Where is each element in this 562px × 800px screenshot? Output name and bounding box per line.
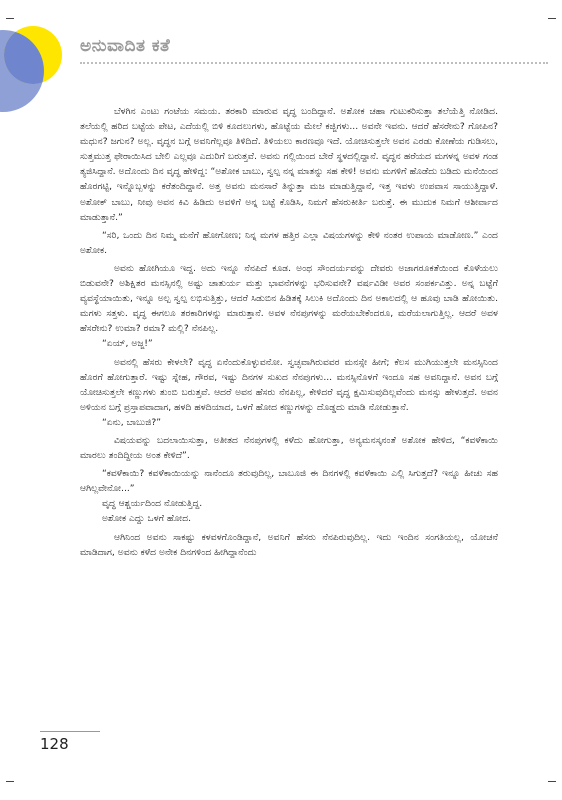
paragraph: ಆಗಿನಿಂದ ಅವನು ಸಾಕಷ್ಟು ಕಳವಳಗೊಂಡಿದ್ದಾನೆ, ಅವನಿಗೆ ಹೆಸರು ನೆನಪಿರುವುದಿಲ್ಲ. ಇದು ಇಂದಿನ ಸಂಗತಿಯಲ್ಲ, ಯೋಚನೆ ಮಾಡಿದಾಗ, ಅವನು ಕಳೆದ ಅನೇಕ ದಿನಗಳಿಂದ ಹೀಗಿದ್ದಾನೆಂದು <box>80 531 498 558</box>
paragraph: ಅವನು ಹೋಗಿಯೂ ಇದ್ದ. ಅದು ಇನ್ನೂ ನೆನಪಿದೆ ಕೂಡ. ಅಂಥ ಸೌಂದರ್ಯವನ್ನು ದೇವರು ಅಜಾಗರೂಕತೆಯಿಂದ ಕೊಳೆಯಲು ಬಿಡುವನೇ? ಅಶಿಕ್ಷಿತರ ಮನಸ್ಸಿನಲ್ಲಿ ಅಷ್ಟು ಚಾತುರ್ಯ ಮತ್ತು ಭಾವನೆಗಳನ್ನು ಭರಿಸುವನೇ? ವರ್ಷವಿಡೀ ಅವರ ಸಂಪರ್ಕವಿತ್ತು. ಅನ್ನ ಬಟ್ಟೆಗೆ ವ್ಯವಸ್ಥೆಯಾಯಿತು, ಇನ್ನೂ ಅಲ್ಪ ಸ್ವಲ್ಪ ಲಭಿಸುತ್ತಿತ್ತು, ಆದರೆ ಸಿಡುಬಿನ ಹಿಡಿತಕ್ಕೆ ಸಿಲುಕಿ ಅದೊಂದು ದಿನ ಅಕಾಲದಲ್ಲಿ ಆ ಹೂವು ಬಾಡಿ ಹೋಯಿತು. ಮಗಳು ಸತ್ತಳು. ವೃದ್ಧ ಈಗಲೂ ತರಕಾರಿಗಳನ್ನು ಮಾರುತ್ತಾನೆ. ಅವಳ ನೆನಪುಗಳನ್ನು ಮರೆಯಬೇಕೆಂದರೂ, ಮರೆಯಲಾಗುತ್ತಿಲ್ಲ. ಆದರೆ ಅವಳ ಹೆಸರೇನು? ಉಮಾ? ರಮಾ? ಮಲ್ಲಿ? ನೆನಪಿಲ್ಲ. <box>80 262 498 335</box>
title-dotted-rule <box>80 62 548 64</box>
page-number: 128 <box>40 735 69 753</box>
decorative-circle-overlap <box>4 26 62 84</box>
paragraph: “ಏಯ್, ಅಜ್ಜ!” <box>102 338 153 350</box>
paragraph: ವೃದ್ಧ ಆಶ್ಚರ್ಯದಿಂದ ನೋಡುತ್ತಿದ್ದ. <box>102 498 203 510</box>
story-body <box>80 104 498 560</box>
page-number-rule <box>40 731 100 732</box>
crop-mark-top-right <box>548 10 556 19</box>
paragraph: “ಕವಳೆಕಾಯಿ? ಕವಳೆಕಾಯಿಯನ್ನು ನಾನೆಂದೂ ತರುವುದಿಲ್ಲ, ಬಾಬೂಜಿ ಈ ದಿನಗಳಲ್ಲಿ ಕವಳೆಕಾಯಿ ಎಲ್ಲಿ ಸಿಗುತ್ತದೆ? ಇನ್ನೂ ಹೀಚು ಸಹ ಆಗಿಲ್ಲವೇನೋ...” <box>80 468 498 495</box>
paragraph: “ಸರಿ, ಒಂದು ದಿನ ನಿಮ್ಮ ಮನೆಗೆ ಹೋಗೋಣ; ನಿನ್ನ ಮಗಳ ಹತ್ತಿರ ಎಲ್ಲಾ ವಿಷಯಗಳನ್ನು ಕೇಳಿ ನಂತರ ಉಪಾಯ ಮಾಡೋಣ.” ಎಂದ ಅಶೋಕ. <box>80 229 498 256</box>
paragraph: ಅವನಲ್ಲಿ ಹೆಸರು ಕೇಳಲೇ? ವೃದ್ಧ ಏನೆಂದುಕೊಳ್ಳುವನೋ. ಸ್ವಚ್ಛವಾಗಿರುವವರ ಮನಸ್ಸೇ ಹೀಗೆ; ಕೆಲಸ ಮುಗಿಯುತ್ತಲೇ ಮನಸ್ಸಿನಿಂದ ಹೊರಗೆ ಹೋಗುತ್ತಾರೆ. ಇಷ್ಟು ಸ್ನೇಹ, ಗೌರವ, ಇಷ್ಟು ದಿನಗಳ ಸುಖದ ನೆನಪುಗಳು... ಮನಸ್ಸಿನೊಳಗೆ ಇಂದೂ ಸಹ ಅವನಿದ್ದಾನೆ. ಅವನ ಬಗ್ಗೆ ಯೋಚಿಸುತ್ತಲೇ ಕಣ್ಣುಗಳು ತುಂಬಿ ಬರುತ್ತವೆ. ಆದರೆ ಅವನ ಹೆಸರು ನೆನಪಿಲ್ಲ, ಕೇಳಿದರೆ ವೃದ್ಧ ಕ್ಷಮಿಸುವುದಿಲ್ಲವೆಂದು ಮನಸ್ಸು ಹೇಳುತ್ತದೆ. ಅವನ ಅಳಿಯನ ಬಗ್ಗೆ ಪ್ರಸ್ತಾಪವಾದಾಗ, ಹಳದಿ ಹಳದಿಯಾದ, ಒಳಗೆ ಹೋದ ಕಣ್ಣುಗಳನ್ನು ದೊಡ್ಡದು ಮಾಡಿ ನೋಡುತ್ತಾನೆ. <box>80 356 498 413</box>
paragraph: ಅಶೋಕ ಎದ್ದು ಒಳಗೆ ಹೋದ. <box>102 513 192 525</box>
crop-mark-bottom-right <box>548 781 556 790</box>
paragraph: “ಏನು, ಬಾಬುಜಿ?” <box>102 416 162 428</box>
section-title: ಅನುವಾದಿತ ಕತೆ <box>80 36 171 56</box>
paragraph: ವಿಷಯವನ್ನು ಬದಲಾಯಿಸುತ್ತಾ, ಅತೀತದ ನೆನಪುಗಳಲ್ಲಿ ಕಳೆದು ಹೋಗುತ್ತಾ, ಅನ್ಯಮನಸ್ಕನಂತೆ ಅಶೋಕ ಹೇಳಿದ, “ಕವಳೆಕಾಯಿ ಮಾರಲು ತಂದಿದ್ದೀಯ ಅಂತ ಕೇಳಿದೆ”. <box>80 434 498 462</box>
paragraph: ಬೆಳಗಿನ ಎಂಟು ಗಂಟೆಯ ಸಮಯ. ತರಕಾರಿ ಮಾರುವ ವೃದ್ಧ ಬಂದಿದ್ದಾನೆ. ಅಶೋಕ ಚಹಾ ಗುಟುಕರಿಸುತ್ತಾ ತಲೆಯೆತ್ತಿ ನೋಡಿದ. ತಲೆಯಲ್ಲಿ ಹರಿದ ಬಟ್ಟೆಯ ಪೇಟ, ಎದೆಯಲ್ಲಿ ಬಿಳಿ ಕೂದಲುಗಳು, ಹೊಟ್ಟೆಯ ಮೇಲೆ ಕಜ್ಜಿಗಳು... ಅವನೇ ಇವನು. ಆದರೆ ಹೆಸರೇನು? ಗೋಪಿನ? ಮಧುನ? ಜಗುನ? ಅಲ್ಲ. ವೃದ್ಧನ ಬಗ್ಗೆ ಅವನಿಗೆಲ್ಲವೂ ತಿಳಿದಿದೆ. ತಿಳಿಯಲು ಕಾರಣವೂ ಇದೆ. ಯೋಚಿಸುತ್ತಲೇ ಅವನ ಎರಡು ಕೋಣೆಯ ಗುಡಿಸಲು, ಸುತ್ತಮುತ್ತ ಫೇರಾಯಿಸಿದ ಬೇಲಿ ಎಲ್ಲವೂ ಎದುರಿಗೆ ಬರುತ್ತವೆ. ಅವನು ಗಲ್ಲಿಯಿಂದ ಬೇರೆ ಸ್ಥಳದಲ್ಲಿದ್ದಾನೆ. ವೃದ್ಧನ ಹರೆಯದ ಮಗಳನ್ನ ಅವಳ ಗಂಡ ತ್ಯಜಿಸಿದ್ದಾನೆ. ಅದೊಂದು ದಿನ ವೃದ್ಧ ಹೇಳಿದ್ದ: “ಅಶೋಕ ಬಾಬು, ಸ್ವಲ್ಪ ನನ್ನ ಮಾತನ್ನು ಸಹ ಕೇಳಿ! ಅವನು ಮಗಳಿಗೆ ಹೊಡೆದು ಬಡಿದು ಮನೆಯಿಂದ ಹೊರಗಟ್ಟಿ, ಇನ್ನೊಬ್ಬಳನ್ನು ಕರೆತಂದಿದ್ದಾನೆ. ಅತ್ತ ಅವನು ಮನಸಾರೆ ತಿನ್ನುತ್ತಾ ಮಜ ಮಾಡುತ್ತಿದ್ದಾನೆ, ಇತ್ತ ಇವಳು ಉಪವಾಸ ಸಾಯುತ್ತಿದ್ದಾಳೆ. ಅಶೋಕ್ ಬಾಬು, ನೀವು ಅವನ ಕಿವಿ ಹಿಡಿದು ಅವಳಿಗೆ ಅನ್ನ ಬಟ್ಟೆ ಕೊಡಿಸಿ, ನಿಮಗೆ ಹೆಸರುಕೀರ್ತಿ ಬರುತ್ತೆ. ಈ ಮುದುಕ ನಿಮಗೆ ಆಶೀರ್ವಾದ ಮಾಡುತ್ತಾನೆ.” <box>80 106 498 223</box>
crop-mark-top-left <box>6 10 14 19</box>
crop-mark-bottom-left <box>6 781 14 790</box>
